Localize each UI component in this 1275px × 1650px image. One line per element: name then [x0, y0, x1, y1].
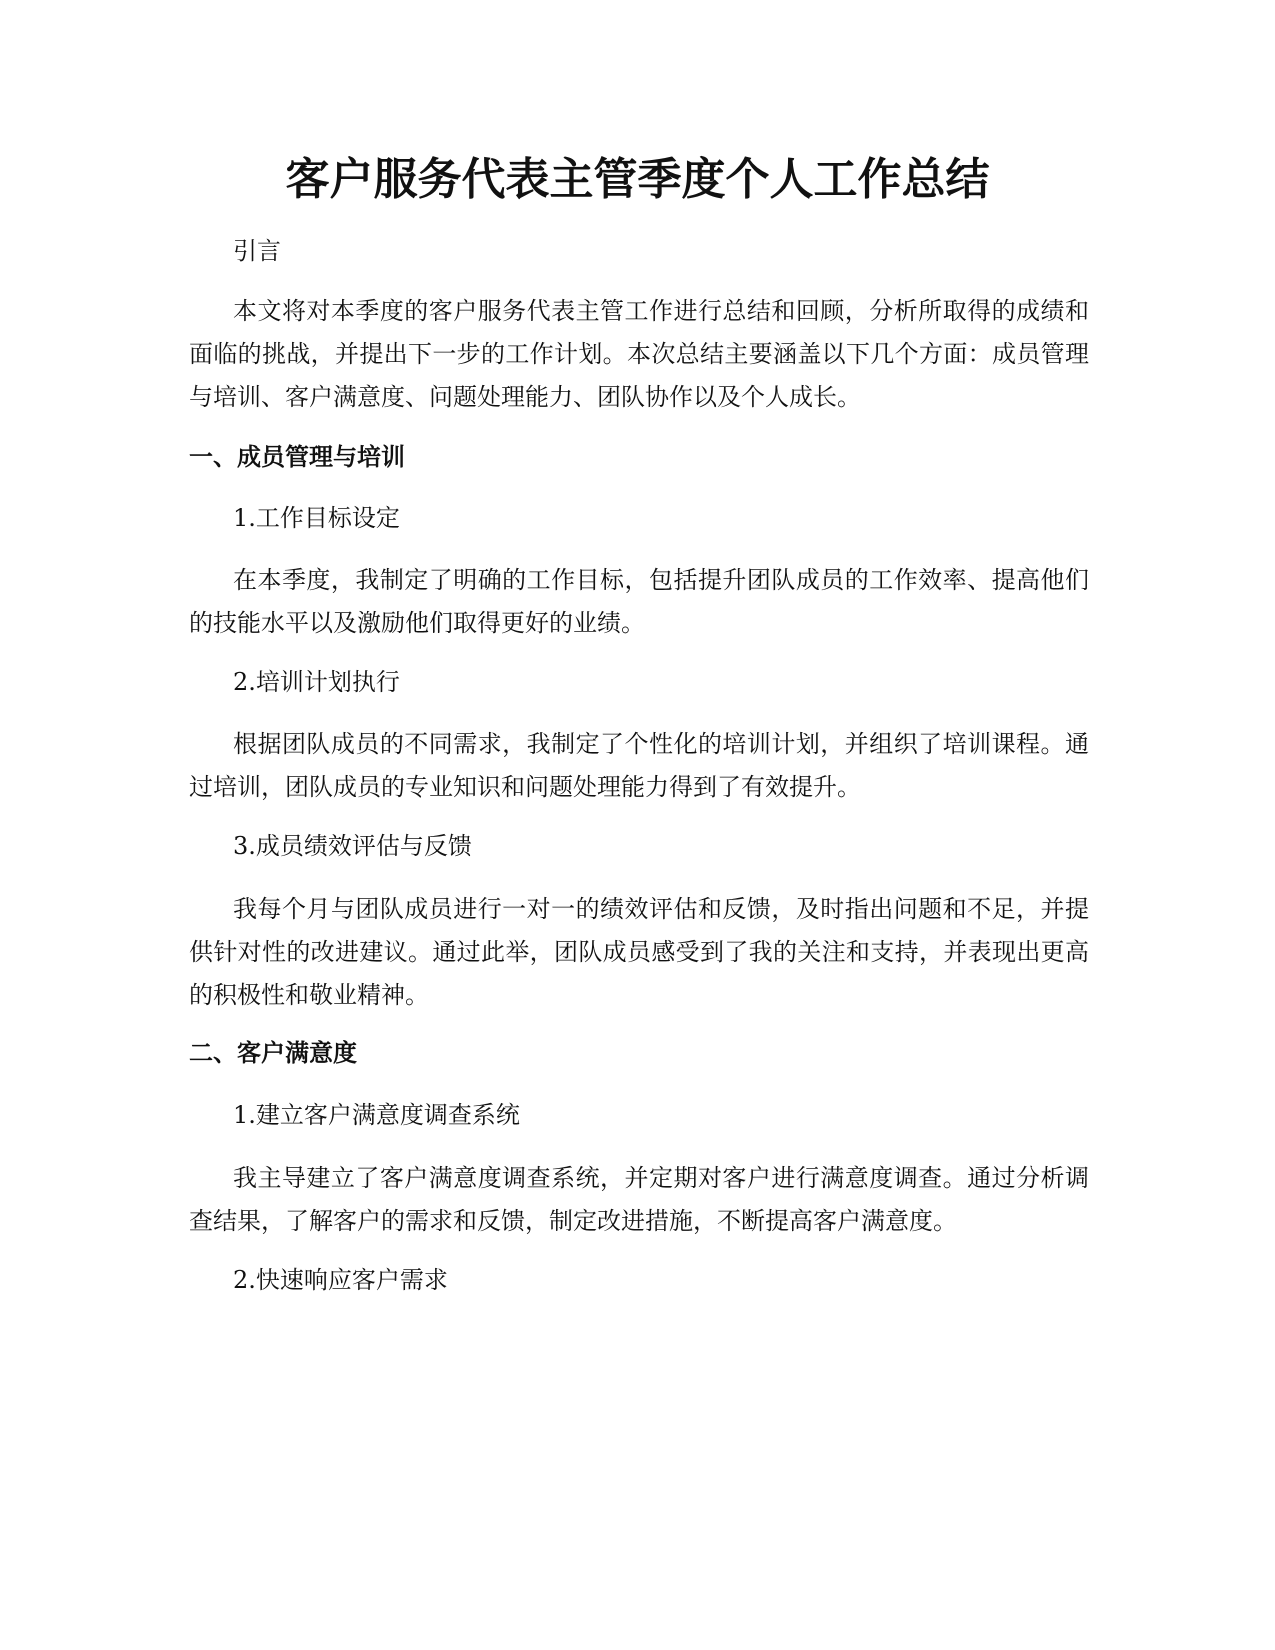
intro-label: 引言 — [233, 237, 281, 265]
intro-paragraph: 本文将对本季度的客户服务代表主管工作进行总结和回顾，分析所取得的成绩和面临的挑战，并提出下一步的工作计划。本次总结主要涵盖以下几个方面：成员管理与培训、客户满意度、问题处理能力、团队协作以及个人成长。 — [189, 297, 1089, 411]
subheading-survey-system: 1.建立客户满意度调查系统 — [233, 1101, 520, 1129]
paragraph-survey-system: 我主导建立了客户满意度调查系统，并定期对客户进行满意度调查。通过分析调查结果，了解客户的需求和反馈，制定改进措施，不断提高客户满意度。 — [189, 1164, 1089, 1235]
subheading-goal-setting: 1.工作目标设定 — [233, 504, 400, 532]
subheading-performance-review: 3.成员绩效评估与反馈 — [233, 832, 472, 860]
document-title: 客户服务代表主管季度个人工作总结 — [285, 154, 990, 205]
paragraph-training-plan: 根据团队成员的不同需求，我制定了个性化的培训计划，并组织了培训课程。通过培训，团队成员的专业知识和问题处理能力得到了有效提升。 — [189, 730, 1089, 801]
paragraph-performance-review: 我每个月与团队成员进行一对一的绩效评估和反馈，及时指出问题和不足，并提供针对性的改进建议。通过此举，团队成员感受到了我的关注和支持，并表现出更高的积极性和敬业精神。 — [189, 895, 1089, 1009]
subheading-quick-response: 2.快速响应客户需求 — [233, 1266, 448, 1294]
paragraph-goal-setting: 在本季度，我制定了明确的工作目标，包括提升团队成员的工作效率、提高他们的技能水平以及激励他们取得更好的业绩。 — [189, 566, 1089, 637]
subheading-training-plan: 2.培训计划执行 — [233, 668, 400, 696]
section-heading-customer-satisfaction: 二、客户满意度 — [189, 1039, 357, 1067]
section-heading-member-management: 一、成员管理与培训 — [189, 443, 405, 471]
